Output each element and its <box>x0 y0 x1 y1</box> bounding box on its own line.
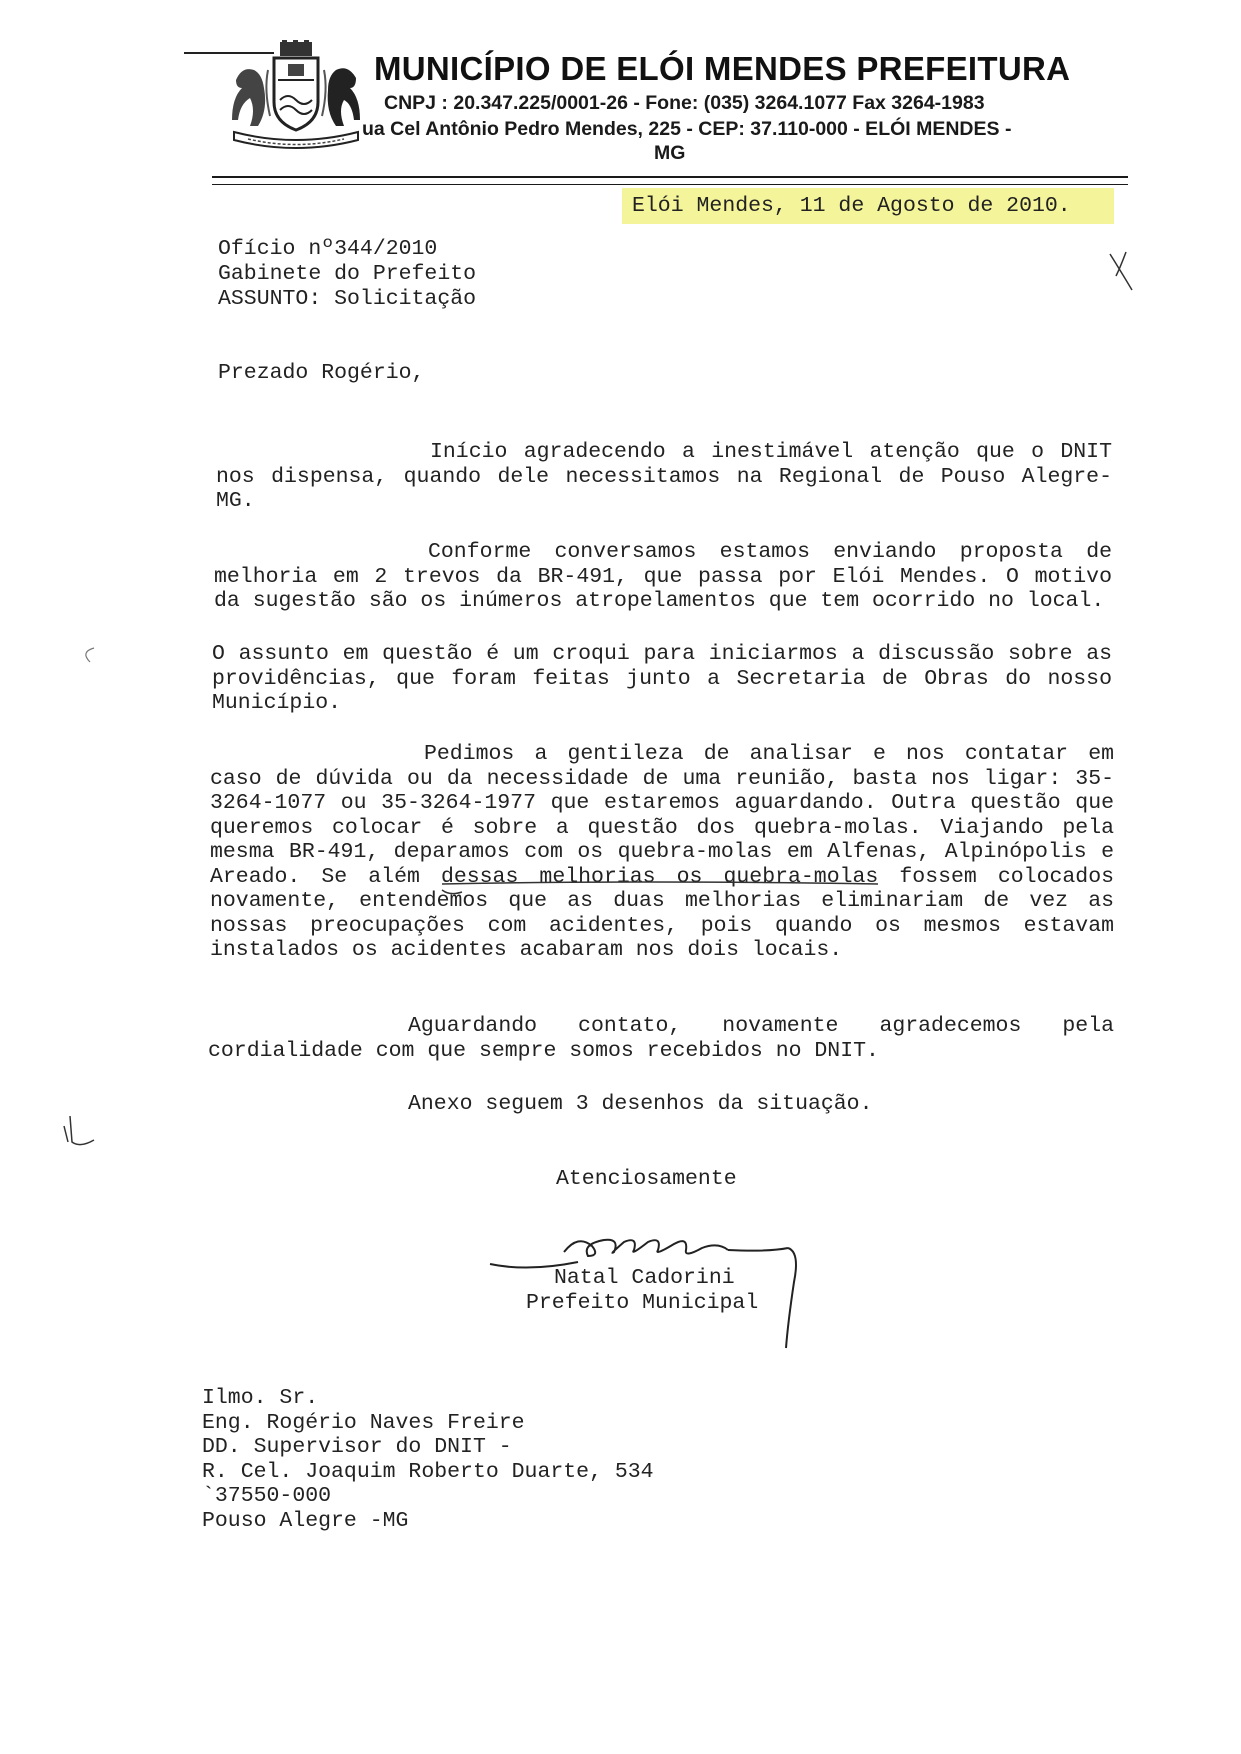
recipient-line: `37550-000 <box>202 1484 332 1508</box>
signer-title: Prefeito Municipal <box>526 1291 759 1315</box>
letterhead-divider-top <box>212 176 1128 178</box>
recipient-line: DD. Supervisor do DNIT - <box>202 1435 512 1459</box>
recipient-line: R. Cel. Joaquim Roberto Duarte, 534 <box>202 1459 654 1484</box>
body-paragraph-4: Pedimos a gentileza de analisar e nos contatar em caso de dúvida ou da necessidade de uma reunião, basta nos ligar: 35-3264-1077 ou 35-3264-1977 que estaremos aguardando. Outra questão que queremos colocar é sobre a questão dos quebra-molas. Viajando pela mesma BR-491, deparamos com os quebra-molas em Alfenas, Alpinópolis e Areado. Se além dessas melhorias os quebra-molas fossem colocados novamente, entendemos que as duas melhorias eliminariam de vez as nossas preocupações com acidentes, pois quando os mesmos estavam instalados os acidentes acabaram nos dois locais. <box>210 742 1114 962</box>
body-paragraph-5: Aguardando contato, novamente agradecemos pela cordialidade com que sempre somos recebidos no DNIT. <box>208 1014 1114 1063</box>
signer-name: Natal Cadorini <box>554 1266 735 1290</box>
salutation: Prezado Rogério, <box>218 361 425 385</box>
margin-pen-mark <box>60 1112 100 1152</box>
recipient-line: Pouso Alegre -MG <box>202 1508 409 1533</box>
letterhead-divider-bottom <box>212 184 1128 185</box>
margin-pen-mark <box>72 640 102 670</box>
body-paragraph-3: O assunto em questão é um croqui para iniciarmos a discussão sobre as providências, que foram feitas junto a Secretaria de Obras do nosso Município. <box>212 642 1112 715</box>
letterhead-address: ua Cel Antônio Pedro Mendes, 225 - CEP: 37.110-000 - ELÓI MENDES - <box>362 118 1012 140</box>
oficio-number: Ofício nº344/2010 <box>218 237 438 261</box>
letter-date: Elói Mendes, 11 de Agosto de 2010. <box>632 194 1071 218</box>
handwritten-x-mark-icon <box>1106 250 1136 294</box>
subject-line: ASSUNTO: Solicitação <box>218 287 477 311</box>
body-paragraph-2: Conforme conversamos estamos enviando proposta de melhoria em 2 trevos da BR-491, que passa por Elói Mendes. O motivo da sugestão são os inúmeros atropelamentos que tem ocorrido no local. <box>214 540 1112 613</box>
letterhead-cnpj-phone: CNPJ : 20.347.225/0001-26 - Fone: (035) 3264.1077 Fax 3264-1983 <box>384 92 985 114</box>
recipient-line: Ilmo. Sr. <box>202 1386 319 1410</box>
handwritten-underline-mark <box>440 878 880 908</box>
annex-note: Anexo seguem 3 desenhos da situação. <box>408 1092 873 1116</box>
recipient-line: Eng. Rogério Naves Freire <box>202 1410 525 1435</box>
body-paragraph-1: Início agradecendo a inestimável atenção que o DNIT nos dispensa, quando dele necessitamos na Regional de Pouso Alegre-MG. <box>216 440 1112 513</box>
letterhead-title: MUNICÍPIO DE ELÓI MENDES PREFEITURA <box>374 50 1071 87</box>
recipient-block <box>202 1386 654 1533</box>
closing: Atenciosamente <box>556 1167 737 1191</box>
letterhead-state: MG <box>654 142 686 164</box>
municipal-coat-of-arms-icon <box>228 40 364 152</box>
office-gabinete: Gabinete do Prefeito <box>218 262 477 286</box>
